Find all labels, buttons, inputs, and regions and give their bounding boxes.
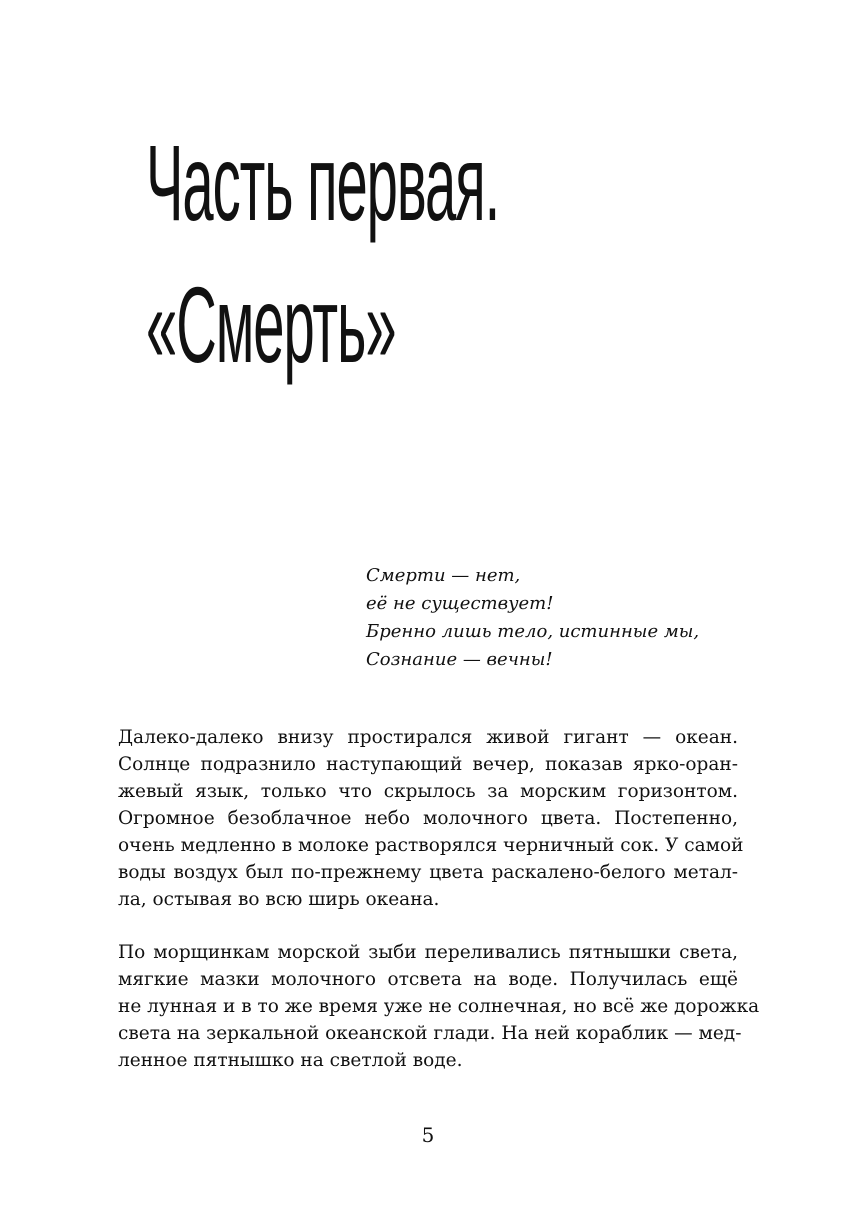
epigraph xyxy=(366,562,746,674)
epigraph-line: Бренно лишь тело, истинные мы, xyxy=(366,621,700,642)
paragraph-line: По морщинкам морской зыби переливались пятнышки света, xyxy=(118,942,738,963)
page-number: 5 xyxy=(421,1123,435,1147)
paragraph-line: Далеко-далеко внизу простирался живой гигант — океан. xyxy=(118,727,738,748)
paragraph-line: ленное пятнышко на светлой воде. xyxy=(118,1050,463,1071)
paragraph-line: ла, остывая во всю ширь океана. xyxy=(118,889,440,910)
paragraph-line: воды воздух был по-прежнему цвета раскалено-белого метал- xyxy=(118,862,738,883)
part-title-line: Часть первая. xyxy=(146,122,500,243)
paragraph-line: мягкие мазки молочного отсвета на воде. Получилась ещё xyxy=(118,969,738,990)
part-title xyxy=(146,112,566,396)
paragraph-line: жевый язык, только что скрылось за морским горизонтом. xyxy=(118,781,738,802)
paragraph-line: очень медленно в молоке растворялся черничный сок. У самой xyxy=(118,835,744,856)
epigraph-line: её не существует! xyxy=(366,593,554,614)
paragraph-line: не лунная и в то же время уже не солнечная, но всё же дорожка xyxy=(118,996,760,1017)
paragraph xyxy=(118,939,760,1074)
paragraph-line: света на зеркальной океанской глади. На ней кораблик — мед- xyxy=(118,1023,742,1044)
epigraph-line: Сознание — вечны! xyxy=(366,649,553,670)
epigraph-line: Смерти — нет, xyxy=(366,565,521,586)
paragraph xyxy=(118,724,744,913)
part-title-line: «Смерть» xyxy=(146,264,396,385)
body-text xyxy=(118,724,760,1100)
paragraph-line: Солнце подразнило наступающий вечер, показав ярко-оран- xyxy=(118,754,738,775)
paragraph-line: Огромное безоблачное небо молочного цвета. Постепенно, xyxy=(118,808,738,829)
